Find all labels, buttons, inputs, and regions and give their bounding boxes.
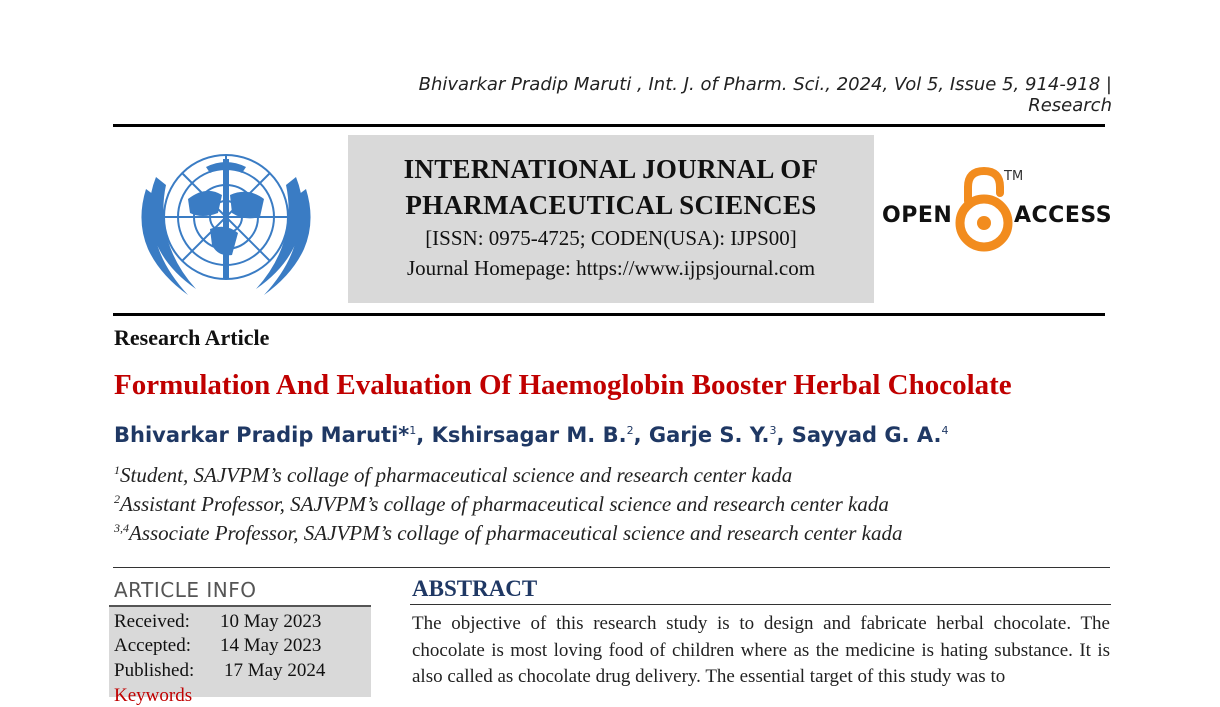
affiliation <box>114 521 903 546</box>
trademark-label: TM <box>1004 169 1024 184</box>
journal-issn: [ISSN: 0975-4725; CODEN(USA): IJPS00] <box>425 226 797 250</box>
article-info-heading: ARTICLE INFO <box>114 578 257 602</box>
journal-name-line1: INTERNATIONAL JOURNAL OF <box>403 154 819 184</box>
author-sup: 1 <box>409 424 417 437</box>
published-date: 17 May 2024 <box>224 660 326 681</box>
published-label: Published: <box>114 660 195 681</box>
affiliation <box>114 492 889 517</box>
top-rule <box>113 124 1105 127</box>
article-info-box <box>109 605 371 706</box>
affiliation-text: Associate Professor, SAJVPM’s collage of pharmaceutical science and research center kada <box>129 521 903 545</box>
affiliation-sup: 3,4 <box>114 521 129 535</box>
author-sup: 4 <box>941 424 949 437</box>
author-name[interactable]: Garje S. Y. <box>648 423 770 447</box>
received-label: Received: <box>114 611 190 632</box>
journal-name-line2: PHARMACEUTICAL SCIENCES <box>405 190 817 220</box>
author-separator: , <box>633 423 649 447</box>
accepted-row <box>114 635 321 657</box>
affiliation-sup: 1 <box>114 463 120 477</box>
affiliation-text: Assistant Professor, SAJVPM’s collage of pharmaceutical science and research center kada <box>120 492 889 516</box>
author-separator: , <box>776 423 792 447</box>
author-list <box>114 423 948 447</box>
accepted-date: 14 May 2023 <box>220 635 322 656</box>
keywords-label: Keywords <box>114 685 193 706</box>
open-access-right-word: ACCESS <box>1014 203 1113 228</box>
accepted-label: Accepted: <box>114 635 192 656</box>
published-row <box>114 660 325 682</box>
received-row <box>114 611 321 633</box>
un-emblem-icon <box>126 137 326 305</box>
affiliation-sup: 2 <box>114 492 120 506</box>
journal-banner <box>348 135 874 303</box>
article-title: Formulation And Evaluation Of Haemoglobin Booster Herbal Chocolate <box>114 369 1012 401</box>
abstract-rule <box>410 604 1111 605</box>
abstract-text: The objective of this research study is to design and fabricate herbal chocolate. The chocolate is most loving food of children where as the medicine is hating substance. It is also called as chocolate drug delivery. The essential target of this study was to <box>412 613 1110 687</box>
section-divider <box>113 567 1110 568</box>
author-separator: , <box>416 423 432 447</box>
abstract-heading: ABSTRACT <box>412 576 538 601</box>
received-date: 10 May 2023 <box>220 611 322 632</box>
open-access-logo <box>880 165 1113 255</box>
affiliation <box>114 463 792 488</box>
author-name[interactable]: Bhivarkar Pradip Maruti* <box>114 423 410 447</box>
author-name[interactable]: Kshirsagar M. B. <box>431 423 627 447</box>
open-access-left-word: OPEN <box>882 203 953 228</box>
author-sup: 3 <box>769 424 777 437</box>
author-sup: 2 <box>626 424 634 437</box>
banner-bottom-rule <box>113 313 1105 316</box>
running-header: Bhivarkar Pradip Maruti , Int. J. of Pharm. Sci., 2024, Vol 5, Issue 5, 914-918 | Research <box>418 74 1112 116</box>
author-name[interactable]: Sayyad G. A. <box>791 423 942 447</box>
journal-homepage[interactable]: Journal Homepage: https://www.ijpsjournal.com <box>406 256 816 280</box>
article-type: Research Article <box>114 325 270 350</box>
affiliation-text: Student, SAJVPM’s collage of pharmaceutical science and research center kada <box>120 463 793 487</box>
